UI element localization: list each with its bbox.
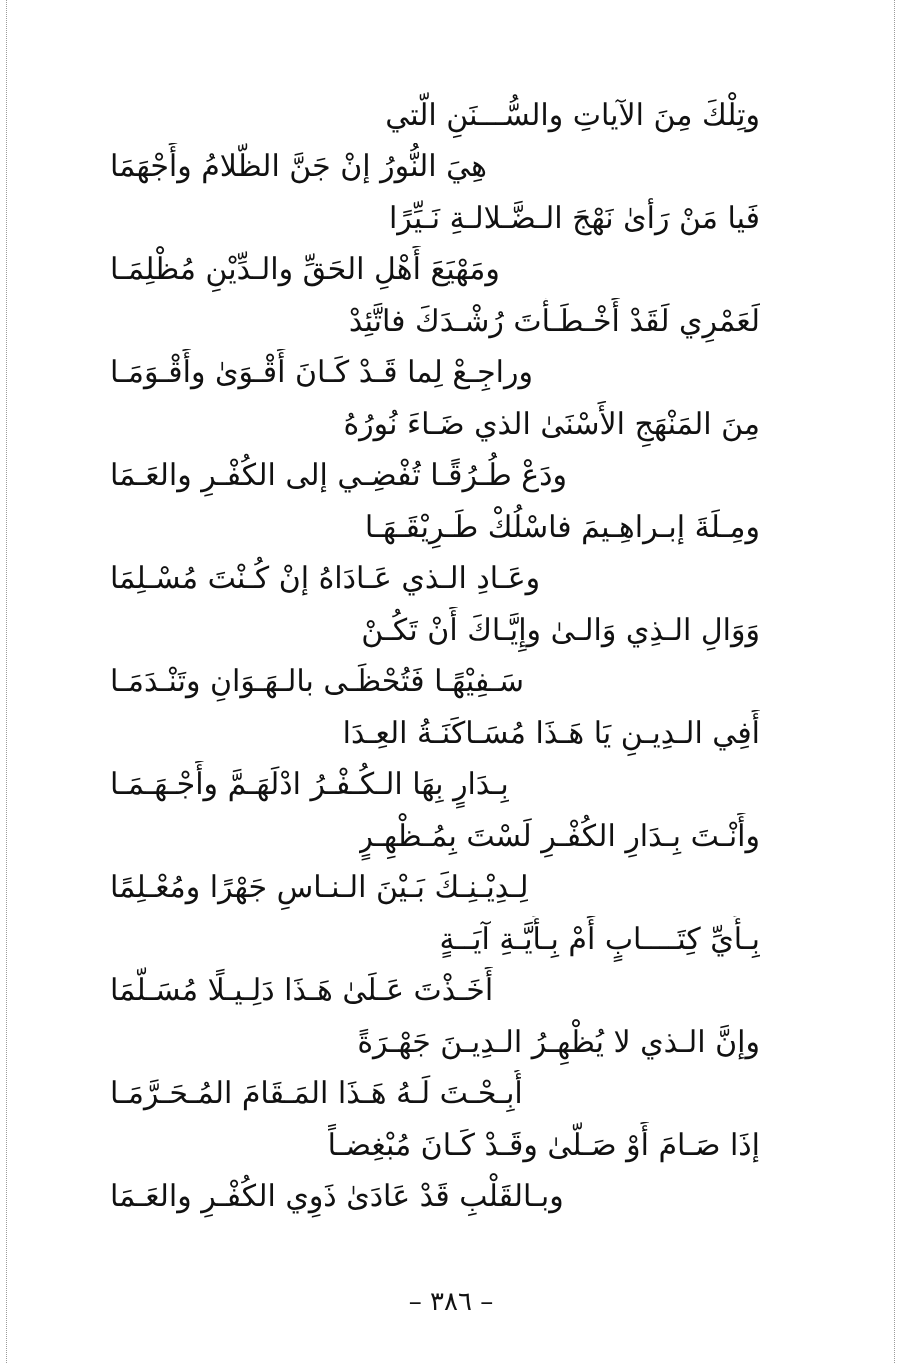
verse xyxy=(96,809,760,912)
verse-first-hemistich: بِـأَيِّ كِتَــــابٍ أَمْ بِـأَيَّـةِ آيَــةٍ xyxy=(439,922,760,957)
verse xyxy=(96,191,760,294)
verse-second-hemistich: وعَـادِ الـذي عَـادَاهُ إنْ كُـنْتَ مُسْـلِمَا xyxy=(110,561,541,596)
verse xyxy=(96,603,760,706)
verse xyxy=(96,706,760,809)
verse-second-hemistich: وبـالقَلْبِ قَدْ عَادَىٰ ذَوِي الكُفْـرِ والعَـمَا xyxy=(110,1179,564,1214)
verse-second-hemistich: ومَهْيَعَ أَهْلِ الحَقِّ والـدِّيْنِ مُظْلِمَـا xyxy=(110,252,500,287)
verse xyxy=(96,500,760,603)
scan-border-right xyxy=(894,0,895,1363)
verse-second-hemistich: هِيَ النُّورُ إنْ جَنَّ الظَّلامُ وأَجْهَمَا xyxy=(110,149,488,184)
verse-first-hemistich: وَوَالِ الـذِي وَالـىٰ وإِيَّـاكَ أَنْ تَكُـنْ xyxy=(361,613,760,648)
verse-first-hemistich: فَيا مَنْ رَأىٰ نَهْجَ الـضَّـلالـةِ نَـيِّرًا xyxy=(388,201,760,236)
verse-first-hemistich: وأَنْـتَ بِـدَارِ الكُفْـرِ لَسْتَ بِمُـظْهِـرٍ xyxy=(358,819,760,854)
verse-first-hemistich: وتِلْكَ مِنَ الآياتِ والسُّـــنَنِ الَّتي xyxy=(385,98,760,133)
poem xyxy=(96,88,760,1221)
verse-second-hemistich: أَخَـذْتَ عَـلَىٰ هَـذَا دَلِـيـلًا مُسَـلَّمَا xyxy=(110,973,494,1008)
verse xyxy=(96,88,760,191)
verse-first-hemistich: أَفِي الـدِيـنِ يَا هَـذَا مُسَـاكَنَـةُ العِـدَا xyxy=(342,716,760,751)
verse-second-hemistich: بِـدَارٍ بِهَا الـكُـفْـرُ ادْلَهَـمَّ وأَجْـهَـمَـا xyxy=(110,767,509,802)
verse-first-hemistich: وإنَّ الـذي لا يُظْهِـرُ الـدِيـنَ جَهْـرَةً xyxy=(357,1025,760,1060)
verse xyxy=(96,397,760,500)
verse xyxy=(96,1015,760,1118)
verse-second-hemistich: ودَعْ طُـرُقًـا تُفْضِـي إلى الكُفْـرِ والعَـمَا xyxy=(110,458,568,493)
verse-first-hemistich: إذَا صَـامَ أَوْ صَـلَّىٰ وقَـدْ كَـانَ مُبْغِضـاً xyxy=(327,1128,760,1163)
verse-second-hemistich: سَـفِيْهًـا فَتُحْظَـى بالـهَـوَانِ وتَنْـدَمَـا xyxy=(110,664,525,699)
verse-second-hemistich: لِـدِيْـنِـكَ بَـيْنَ الـنـاسِ جَهْرًا ومُعْـلِمًا xyxy=(110,870,529,905)
page-number: – ٣٨٦ – xyxy=(408,1287,494,1317)
scan-border-left xyxy=(6,0,7,1363)
verse xyxy=(96,294,760,397)
verse-first-hemistich: مِنَ المَنْهَجِ الأَسْنَىٰ الذي ضَـاءَ نُورُهُ xyxy=(343,407,760,442)
verse xyxy=(96,1118,760,1221)
verse xyxy=(96,912,760,1015)
verse-first-hemistich: لَعَمْرِي لَقَدْ أَخْـطَـأْتَ رُشْـدَكَ فاتَّئِدْ xyxy=(348,304,760,339)
verse-first-hemistich: ومِـلَةَ إبـراهِـيمَ فاسْلُكْ طَـرِيْقَـهَـا xyxy=(364,510,760,545)
verse-second-hemistich: أُبِـحْـتَ لَـهُ هَـذَا المَـقَامَ المُـحَـرَّمَـا xyxy=(110,1076,523,1111)
verse-second-hemistich: وراجِـعْ لِما قَـدْ كَـانَ أَقْـوَىٰ وأَقْـوَمَـا xyxy=(110,355,533,390)
